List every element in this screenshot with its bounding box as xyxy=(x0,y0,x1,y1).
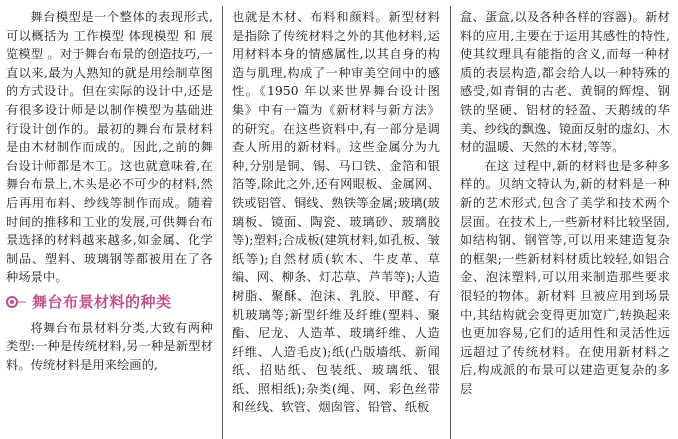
section-heading xyxy=(6,293,213,312)
section-heading-text: 舞台布景材料的种类 xyxy=(32,292,172,311)
paragraph-stage-models: 舞台模型是一个整体的表现形式,可以概括为 工作模型 体现模型 和 展览模型 。对于舞台布景的创造技巧,一直以来,最为人熟知的就是用绘制草图的方式设计。但在实际的设计中,还是有很多设计师是以制作模型为基础进行设计创作的。最初的舞台布景材料是由木材制作而成的。因此,之前的舞台设计师都是木工。这也就意味着,在舞台布景上,木头是必不可少的材料,然后再用布料、纱线等制作而成。随着时间的推移和工业的发展,可供舞台布景选择的材料越来越多,如金属、化学制品、塑料、玻璃钢等都被用在了各种场景中。 xyxy=(6,10,213,285)
heading-bullet-icon xyxy=(6,295,26,309)
column-divider-2 xyxy=(450,6,451,439)
paragraph-material-properties: 盒、蛋盒,以及各种各样的容器)。新材料的应用,主要在于运用其感性的特性,使其纹理具有能指的含义,而每一种材质的表层构造,都会给人以一种特殊的感受,如青铜的古老、黄铜的辉煌、钢铁的坚硬、铝材的轻盈、天鹅绒的华美、纱线的飘逸、镜面反射的虚幻、木材的温暖、天然的木材,等等。 xyxy=(460,10,670,155)
text-column-1 xyxy=(6,8,213,439)
paragraph-new-materials: 也就是木材、布料和颜料。新型材料是指除了传统材料之外的其他材料,运用材料本身的情感属性,以其自身的构造与肌理,构成了一种审美空间中的感性。《1950 年以来世界舞台设计图集》中有一篇为《新材料与新方法》的研究。在这些资料中,有一部分是调查人所用的新材料。这些金属分为九种,分别是铜、锡、马口铁、金箔和银箔等,除此之外,还有网眼板、金属网、铁或铝管、铜线、熟铁等金属;玻璃(玻璃板、镜面、陶瓷、玻璃砂、玻璃胶等);塑料;合成板(建筑材料,如孔板、皱纸等);自然材质(软木、牛皮革、草编、网、柳条、灯芯草、芦苇等);人造树脂、聚酥、泡沫、乳胶、甲醛、有机玻璃等;新型纤维及纤维(塑料、聚酯、尼龙、人造革、玻璃纤维、人造纤维、人造毛皮);纸(凸版墙纸、新闻纸、招贴纸、包装纸、玻璃纸、银纸、照相纸);杂类(绳、网、彩色丝带和丝线、软管、烟囱管、铅管、纸板 xyxy=(232,10,440,415)
column-divider-1 xyxy=(222,6,223,439)
text-column-3 xyxy=(460,8,670,439)
paragraph-material-types: 将舞台布景材料分类,大致有两种类型:一种是传统材料,另一种是新型材料。传统材料是用来绘画的, xyxy=(6,320,213,372)
paragraph-material-application: 在这 过程中,新的材料也是多种多样的。贝纳文特认为,新的材料是一种新的艺术形式,包含了美学和技术两个层面。在技术上,一些新材料比较坚固,如结构钢、钢管等,可以用来建造复杂的框架;一些新材料材质比较轻,如铝合金、泡沫塑料,可以用来制造那些要求很轻的物体。新材料 旦被应用到场景中,其结构就会变得更加宽广,转换起来也更加容易,它们的适用性和灵活性远远超过了传统材料。在使用新材料之后,构成派的布景可以建造更复杂的多层 xyxy=(460,158,670,396)
text-column-2 xyxy=(232,8,440,439)
